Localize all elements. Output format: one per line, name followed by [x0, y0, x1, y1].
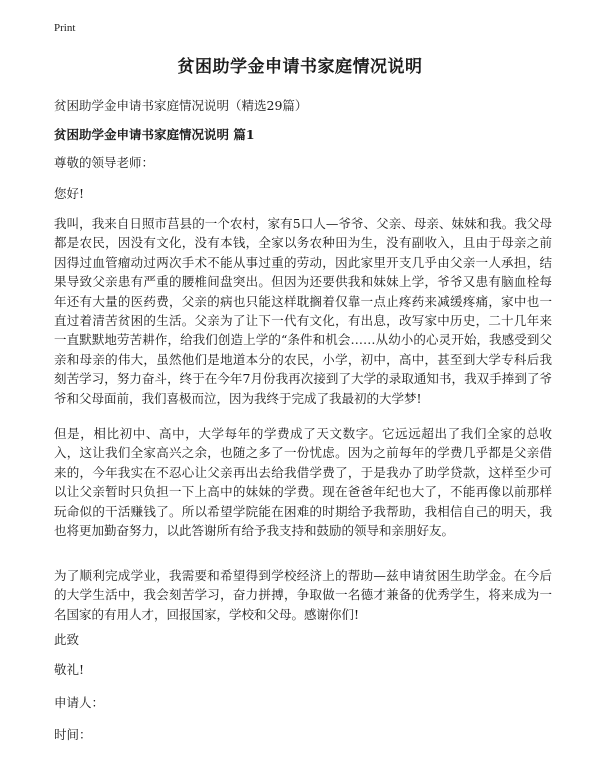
closing-jing-li: 敬礼!: [54, 662, 85, 677]
salutation: 尊敬的领导老师：: [54, 155, 155, 170]
body-paragraph-2: 但是，相比初中、高中，大学每年的学费成了天文数字。它远远超出了我们全家的总收入，这让我们全家高兴之余，也随之多了一份忧虑。因为之前每年的学费几乎都是父亲借来的，今年我实在不忍心让父亲再出去给我借学费了，于是我办了助学贷款，这样至少可以让父亲暂时只负担一下上高中的妹妹的学费。现在爸爸年纪也大了，不能再像以前那样玩命似的干活赚钱了。所以希望学院能在困难的时期给予我帮助，我相信自己的明天，我也将更加勤奋努力，以此答谢所有给予我支持和鼓励的领导和亲朋好友。: [54, 426, 552, 539]
print-link[interactable]: Print: [54, 22, 76, 34]
body-paragraph-1: 我叫，我来自日照市莒县的一个农村，家有5口人—爷爷、父亲、母亲、妹妹和我。我父母都是农民，因没有文化，没有本钱，全家以务农种田为生，没有副收入，且由于母亲之前因得过血管瘤动过两次手术不能从事过重的劳动，因此家里开支几乎由父亲一人承担，结果导致父亲患有严重的腰椎间盘突出。但因为还要供我和妹妹上学，爷爷又患有脑血栓每年还有大量的医药费，父亲的病也只能这样耽搁着仅靠一点止疼药来减缓疼痛，家中也一直过着清苦贫困的生活。父亲为了让下一代有文化，有出息，改写家中历史，二十几年来一直默默地劳苦耕作，给我们创造上学的“条件和机会……从幼小的心灵开始，我感受到父亲和母亲的伟大，虽然他们是地道本分的农民，小学，初中，高中，甚至到大学专科后我刻苦学习，努力奋斗，终于在今年7月份我再次接到了大学的录取通知书，我双手捧到了爷爷和父母面前，我们喜极而泣，因为我终于完成了我最初的大学梦!: [54, 216, 552, 406]
page-title: 贫困助学金申请书家庭情况说明: [177, 57, 423, 77]
applicant-label: 申请人：: [54, 695, 105, 710]
greeting: 您好!: [54, 186, 85, 201]
closing-ci-zhi: 此致: [54, 632, 80, 647]
time-label: 时间：: [54, 727, 92, 742]
section-heading: 贫困助学金申请书家庭情况说明 篇1: [54, 127, 255, 142]
document-subtitle: 贫困助学金申请书家庭情况说明（精选29篇）: [54, 98, 308, 113]
body-paragraph-3: 为了顺利完成学业，我需要和希望得到学校经济上的帮助—兹申请贫困生助学金。在今后的大学生活中，我会刻苦学习，奋力拼搏，争取做一名德才兼备的优秀学生，将来成为一名国家的有用人才，回报国家，学校和父母。感谢你们!: [54, 568, 552, 622]
